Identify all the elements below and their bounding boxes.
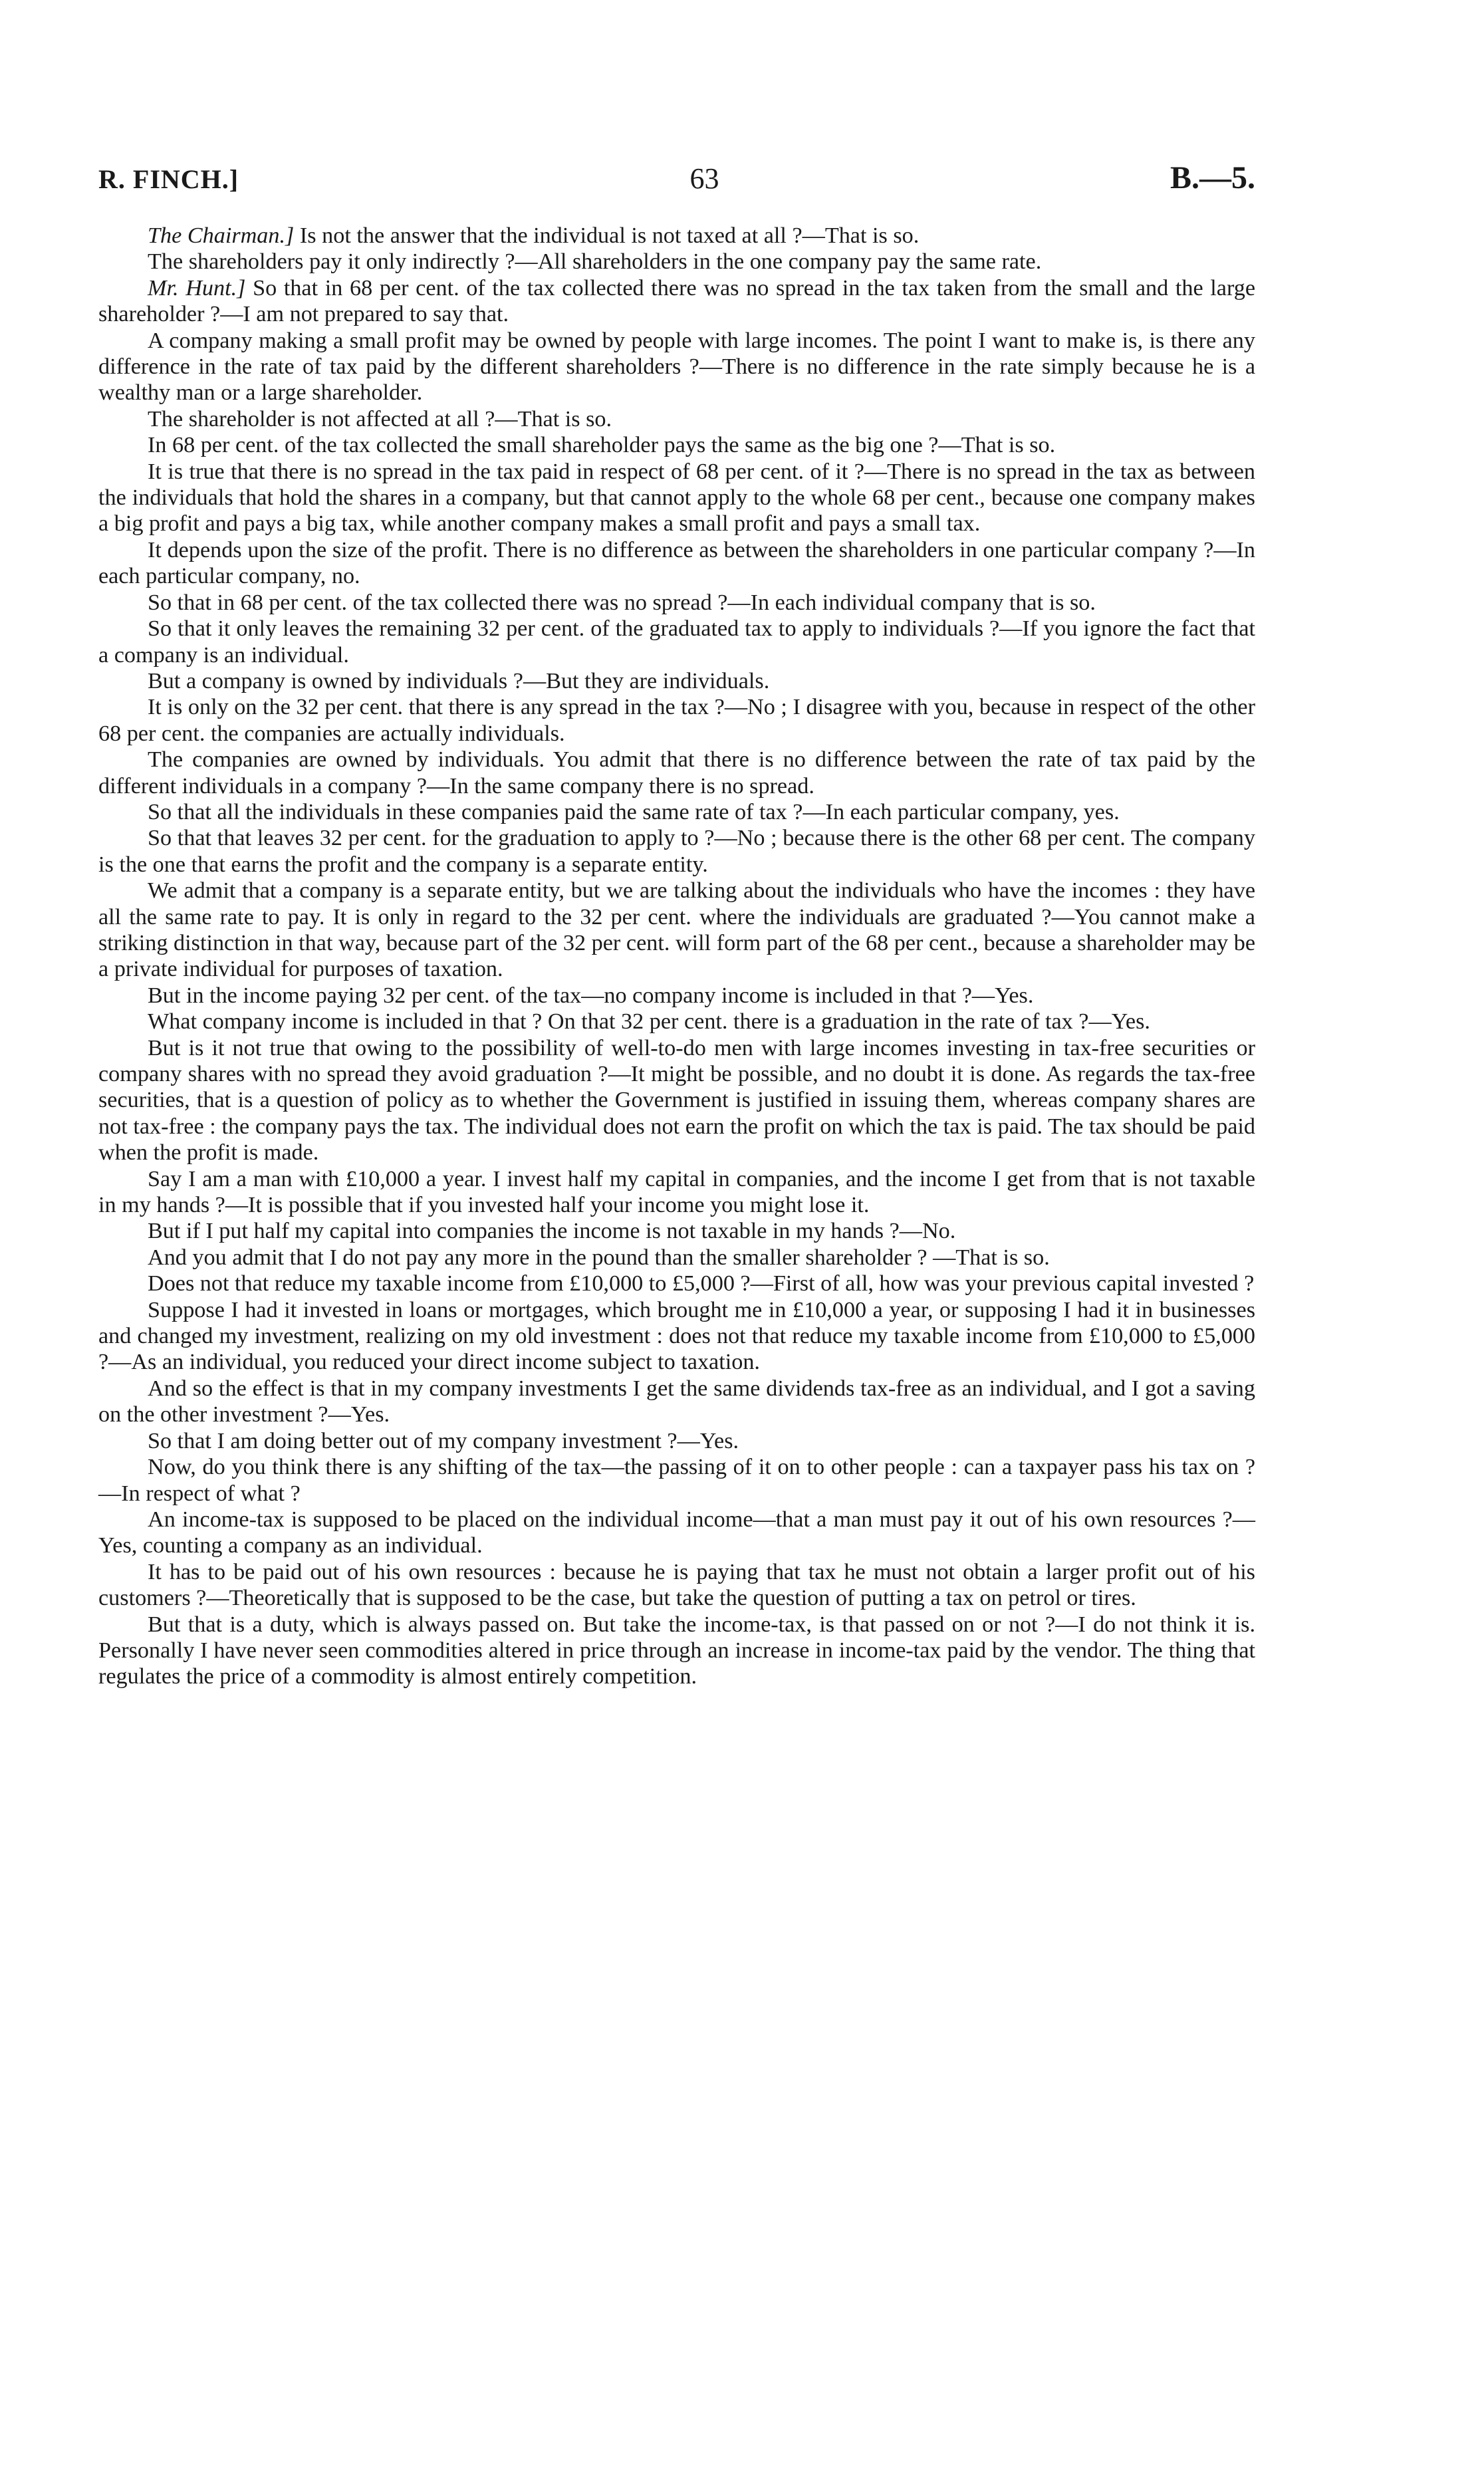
transcript-paragraph xyxy=(98,1271,1255,1296)
transcript-paragraph xyxy=(98,1428,1255,1454)
paragraph-text: So that that leaves 32 per cent. for the graduation to apply to ?—No ; because there is the other 68 per cent. The company is the one that earns the profit and the company is a separate entity. xyxy=(98,826,1255,877)
paragraph-text: But in the income paying 32 per cent. of the tax—no company income is included in that ?—Yes. xyxy=(148,983,1034,1008)
transcript-paragraph xyxy=(98,1297,1255,1376)
paragraph-text: We admit that a company is a separate entity, but we are talking about the individuals who have the incomes : they have all the same rate to pay. It is only in regard to the 32 per cent. where the individuals are graduated ?—You cannot make a striking distinction in that way, because part of the 32 per cent. will form part of the 68 per cent., because a shareholder may be a private individual for purposes of taxation. xyxy=(98,878,1255,982)
paragraph-text: And so the effect is that in my company investments I get the same dividends tax-free as an individual, and I got a saving on the other investment ?—Yes. xyxy=(98,1376,1255,1427)
transcript-paragraph xyxy=(98,668,1255,694)
transcript-paragraph xyxy=(98,406,1255,432)
document-page xyxy=(98,160,1255,1690)
transcript-paragraph xyxy=(98,1009,1255,1035)
paragraph-text: But that is a duty, which is always passed on. But take the income-tax, is that passed on or not ?—I do not think it is. Personally I have never seen commodities altered in price through an increase in income-tax paid by the vendor. The thing that regulates the price of a commodity is almost entirely competition. xyxy=(98,1612,1255,1689)
transcript-paragraph xyxy=(98,223,1255,249)
paragraph-text: It is only on the 32 per cent. that there is any spread in the tax ?—No ; I disagree with you, because in respect of the other 68 per cent. the companies are actually individuals. xyxy=(98,695,1255,746)
paragraph-text: But if I put half my capital into companies the income is not taxable in my hands ?—No. xyxy=(148,1219,956,1244)
document-reference: B.—5. xyxy=(1170,160,1255,195)
paragraph-text: It has to be paid out of his own resources : because he is paying that tax he must not obtain a larger profit out of his customers ?—Theoretically that is supposed to be the case, but take the question of putting a tax on petrol or tires. xyxy=(98,1559,1255,1611)
transcript-paragraph xyxy=(98,432,1255,458)
transcript-paragraph xyxy=(98,825,1255,878)
transcript-paragraph xyxy=(98,799,1255,825)
paragraph-text: It is true that there is no spread in the tax paid in respect of 68 per cent. of it ?—There is no spread in the tax as between the individuals that hold the shares in a company, but that cannot apply to the whole 68 per cent., because one company makes a big profit and pays a big tax, while another company makes a small profit and pays a small tax. xyxy=(98,459,1255,537)
paragraph-text: So that in 68 per cent. of the tax collected there was no spread in the tax taken from the small and the large shareholder ?—I am not prepared to say that. xyxy=(98,275,1255,327)
transcript-paragraph xyxy=(98,537,1255,590)
speaker-label: The Chairman.] xyxy=(148,223,295,248)
transcript-paragraph xyxy=(98,694,1255,747)
transcript-paragraph xyxy=(98,878,1255,983)
paragraph-text: In 68 per cent. of the tax collected the small shareholder pays the same as the big one ?—That is so. xyxy=(148,433,1056,458)
paragraph-text: So that in 68 per cent. of the tax collected there was no spread ?—In each individual company that is so. xyxy=(148,590,1096,615)
speaker-label: Mr. Hunt.] xyxy=(148,275,246,301)
paragraph-text: Is not the answer that the individual is not taxed at all ?—That is so. xyxy=(294,223,920,248)
paragraph-text: The companies are owned by individuals. You admit that there is no difference between the rate of tax paid by the different individuals in a company ?—In the same company there is no spread. xyxy=(98,747,1255,799)
paragraph-text: And you admit that I do not pay any more in the pound than the smaller shareholder ? —That is so. xyxy=(148,1245,1050,1270)
transcript-body xyxy=(98,223,1255,1690)
transcript-paragraph xyxy=(98,616,1255,668)
paragraph-text: But a company is owned by individuals ?—But they are individuals. xyxy=(148,668,770,693)
paragraph-text: So that I am doing better out of my company investment ?—Yes. xyxy=(148,1428,739,1453)
paragraph-text: A company making a small profit may be owned by people with large incomes. The point I want to make is, is there any difference in the rate of tax paid by the different shareholders ?—There is no difference in the rate simply because he is a wealthy man or a large shareholder. xyxy=(98,328,1255,406)
transcript-paragraph xyxy=(98,275,1255,328)
transcript-paragraph xyxy=(98,1166,1255,1219)
transcript-paragraph xyxy=(98,459,1255,537)
transcript-paragraph xyxy=(98,747,1255,799)
paragraph-text: The shareholder is not affected at all ?—That is so. xyxy=(148,406,612,432)
transcript-paragraph xyxy=(98,1507,1255,1559)
transcript-paragraph xyxy=(98,983,1255,1009)
page-header xyxy=(98,160,1255,196)
paragraph-text: Now, do you think there is any shifting of the tax—the passing of it on to other people : can a taxpayer pass his tax on ?—In respect of what ? xyxy=(98,1455,1255,1506)
transcript-paragraph xyxy=(98,1612,1255,1690)
transcript-paragraph xyxy=(98,1035,1255,1166)
transcript-paragraph xyxy=(98,249,1255,275)
paragraph-text: It depends upon the size of the profit. There is no difference as between the shareholders in one particular company ?—In each particular company, no. xyxy=(98,537,1255,589)
transcript-paragraph xyxy=(98,1559,1255,1612)
paragraph-text: So that it only leaves the remaining 32 per cent. of the graduated tax to apply to individuals ?—If you ignore the fact that a company is an individual. xyxy=(98,616,1255,668)
witness-name: R. FINCH.] xyxy=(98,164,239,194)
paragraph-text: Suppose I had it invested in loans or mortgages, which brought me in £10,000 a year, or supposing I had it in businesses and changed my investment, realizing on my old investment : does not that reduce my taxable income from £10,000 to £5,000 ?—As an individual, you reduced your direct income subject to taxation. xyxy=(98,1297,1255,1375)
paragraph-text: So that all the individuals in these companies paid the same rate of tax ?—In each particular company, yes. xyxy=(148,799,1120,824)
transcript-paragraph xyxy=(98,328,1255,406)
paragraph-text: Does not that reduce my taxable income from £10,000 to £5,000 ?—First of all, how was your previous capital invested ? xyxy=(148,1271,1255,1296)
transcript-paragraph xyxy=(98,590,1255,616)
transcript-paragraph xyxy=(98,1245,1255,1271)
paragraph-text: What company income is included in that ? On that 32 per cent. there is a graduation in the rate of tax ?—Yes. xyxy=(148,1009,1150,1035)
paragraph-text: Say I am a man with £10,000 a year. I invest half my capital in companies, and the income I get from that is not taxable in my hands ?—It is possible that if you invested half your income you might lose it. xyxy=(98,1166,1255,1218)
transcript-paragraph xyxy=(98,1454,1255,1507)
page-number: 63 xyxy=(689,162,719,195)
transcript-paragraph xyxy=(98,1376,1255,1428)
transcript-paragraph xyxy=(98,1218,1255,1244)
paragraph-text: But is it not true that owing to the possibility of well-to-do men with large incomes investing in tax-free securities or company shares with no spread they avoid graduation ?—It might be possible, and no doubt it is done. As regards the tax-free securities, that is a question of policy as to whether the Government is justified in issuing them, whereas company shares are not tax-free : the company pays the tax. The individual does not earn the profit on which the tax is paid. The tax should be paid when the profit is made. xyxy=(98,1035,1255,1166)
paragraph-text: An income-tax is supposed to be placed on the individual income—that a man must pay it out of his own resources ?—Yes, counting a company as an individual. xyxy=(98,1507,1255,1558)
paragraph-text: The shareholders pay it only indirectly ?—All shareholders in the one company pay the same rate. xyxy=(148,249,1042,275)
